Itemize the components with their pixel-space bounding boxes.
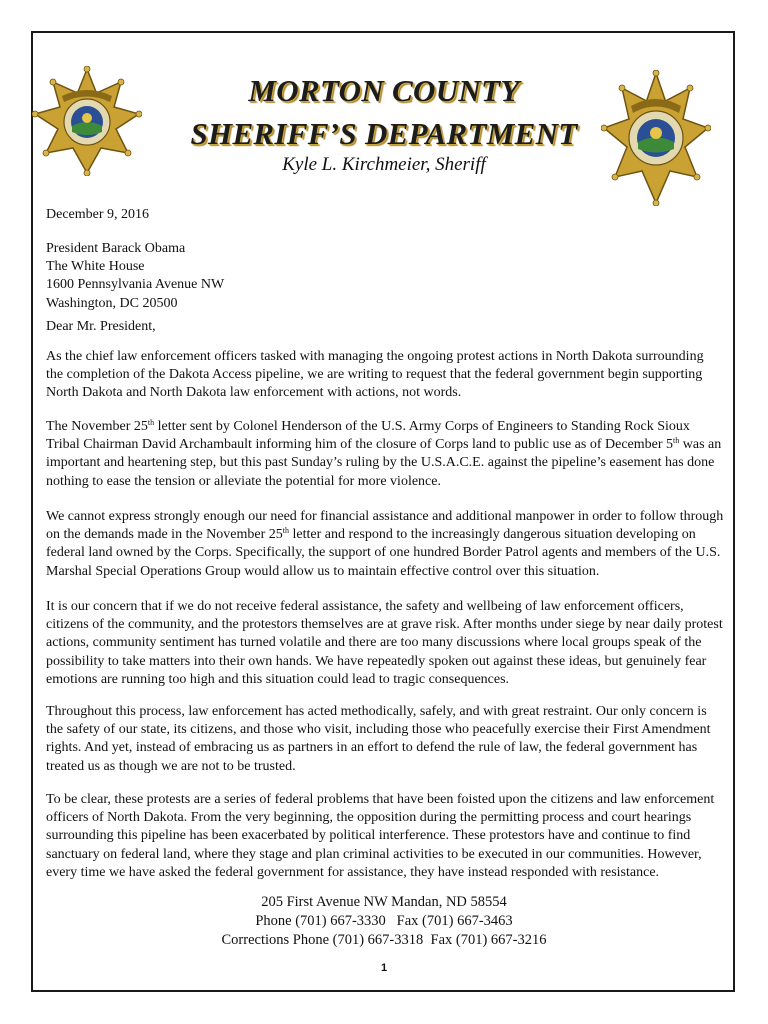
recipient-line: 1600 Pennsylvania Avenue NW: [46, 277, 225, 293]
text-run: letter and respond to the increasingly dangerous situation developing on federal land owned by the Corps. Specifically, the support of one hundred Border Patrol agents and members of the U.S. Marshal Special Operations Group would allow us to maintain effective control over this situation.: [46, 527, 721, 579]
sheriff-name: Kyle L. Kirchmeier, Sheriff: [282, 154, 486, 175]
paragraph-2: [46, 418, 724, 491]
text-run: The November 25: [46, 419, 148, 434]
footer-corrections: Corrections Phone (701) 667-3318 Fax (701) 667-3216: [221, 932, 547, 948]
paragraph-text: As the chief law enforcement officers tasked with managing the ongoing protest actions in North Dakota surrounding the completion of the Dakota Access pipeline, we are writing to request that the federal government begin supporting North Dakota and North Dakota law enforcement with actions, not words.: [46, 349, 704, 401]
recipient-address: [46, 240, 724, 313]
footer-address: 205 First Avenue NW Mandan, ND 58554: [261, 894, 507, 910]
paragraph-text: [46, 508, 724, 581]
text-run: was an important and heartening step, but this past Sunday’s ruling by the U.S.A.C.E. against the pipeline’s easement has done nothing to ease the tension or alleviate the potential for more violence.: [46, 437, 722, 489]
text-run: We cannot express strongly enough our need for financial assistance and additional manpower in order to follow through on the demands made in the November 25: [46, 509, 724, 543]
text-run: letter sent by Colonel Henderson of the U.S. Army Corps of Engineers to Standing Rock Sioux Tribal Chairman David Archambault informing him of the closure of Corps land to public use as of December 5: [46, 419, 690, 453]
ordinal-suffix: th: [282, 526, 290, 536]
recipient-line: Washington, DC 20500: [46, 295, 178, 311]
letter-date: December 9, 2016: [46, 207, 150, 222]
paragraph-text: It is our concern that if we do not receive federal assistance, the safety and wellbeing of law enforcement officers, citizens of the community, and the protestors themselves are at grave risk. After months under siege by near daily protest actions, community sentiment has turned volatile and there are too many discussions where local groups speak of the possibility to take matters into their own hands. We have repeatedly spoken out against these ideas, but genuinely fear emotions are running too high and this situation could lead to tragic consequences.: [46, 599, 723, 687]
paragraph-1: [46, 348, 724, 403]
paragraph-text: Throughout this process, law enforcement has acted methodically, safely, and with great restraint. Our only concern is the safety of our state, its citizens, and those who visit, including those who peacefully exercise their First Amendment rights. And yet, instead of embracing us as partners in an effort to defend the rule of law, the federal government has treated us as though we are not to be trusted.: [46, 704, 711, 774]
paragraph-6: [46, 791, 724, 882]
department-title-line-2: SHERIFF’S DEPARTMENT: [190, 116, 578, 151]
salutation: Dear Mr. President,: [46, 319, 156, 334]
department-title-line-1: MORTON COUNTY: [248, 73, 520, 108]
ordinal-suffix: th: [147, 418, 155, 427]
recipient-line: President Barack Obama: [46, 241, 186, 256]
page-number: 1: [380, 962, 388, 974]
footer-phones: Phone (701) 667-3330 Fax (701) 667-3463: [255, 913, 513, 929]
ordinal-suffix: th: [673, 436, 680, 446]
paragraph-3: [46, 508, 724, 581]
recipient-line: The White House: [46, 259, 145, 275]
paragraph-text: [46, 418, 724, 491]
contact-footer: [0, 893, 768, 950]
paragraph-4: [46, 598, 724, 689]
paragraph-text: To be clear, these protests are a series of federal problems that have been foisted upon the citizens and law enforcement officers of North Dakota. From the very beginning, the opposition during the permitting process and court hearings surrounding this pipeline has been exacerbated by political interference. These protestors have and continue to find sanctuary on federal land, where they stage and plan criminal activities to be executed in our communities. However, every time we have asked the federal government for assistance, they have instead responded with resistance.: [46, 792, 715, 880]
paragraph-5: [46, 703, 724, 776]
